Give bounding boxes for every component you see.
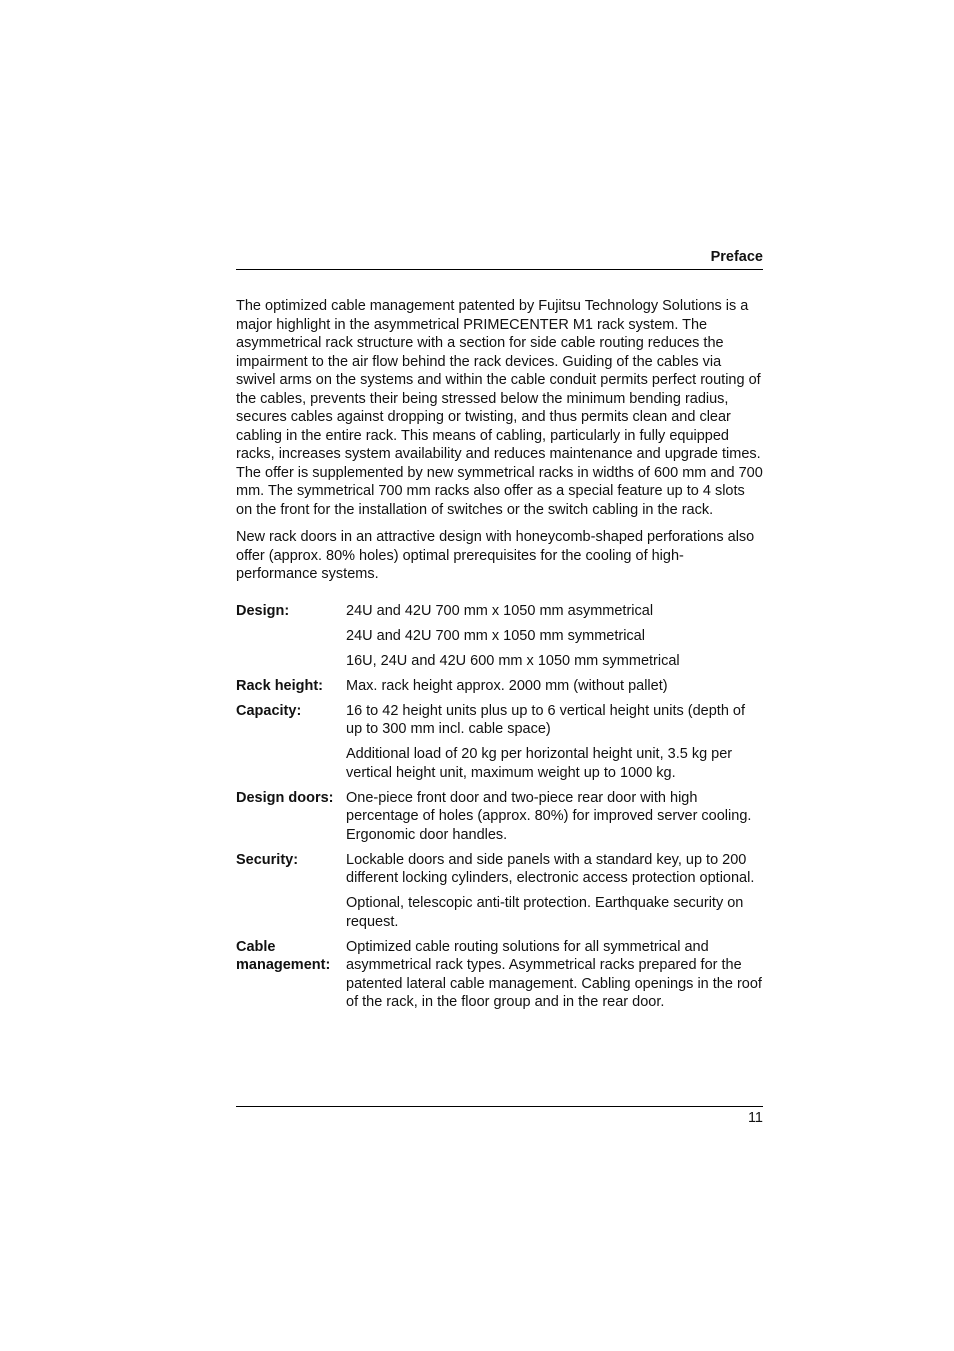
spec-label: Design: bbox=[236, 602, 290, 619]
spec-values bbox=[346, 677, 763, 696]
spec-values bbox=[346, 602, 763, 671]
spec-label: Rack height: bbox=[236, 677, 324, 694]
spec-values bbox=[346, 851, 763, 932]
footer-rule bbox=[236, 1106, 763, 1107]
spec-row-rack-height bbox=[236, 677, 763, 696]
running-header: Preface bbox=[710, 249, 763, 265]
spec-value: Optional, telescopic anti-tilt protection. Earthquake security on request. bbox=[346, 895, 744, 930]
spec-value: Additional load of 20 kg per horizontal height unit, 3.5 kg per vertical height unit, maximum weight up to 1000 kg. bbox=[346, 746, 733, 781]
spec-value: Lockable doors and side panels with a standard key, up to 200 different locking cylinders, electronic access protection optional. bbox=[346, 851, 755, 886]
spec-value: Max. rack height approx. 2000 mm (without pallet) bbox=[346, 677, 668, 694]
spec-label: Cable management: bbox=[236, 938, 331, 973]
header-rule bbox=[236, 269, 763, 270]
spec-row-design bbox=[236, 602, 763, 671]
body-paragraph: The optimized cable management patented by Fujitsu Technology Solutions is a major highlight in the asymmetrical PRIMECENTER M1 rack system. The asymmetrical rack structure with a section for side cable routing reduces the impairment to the air flow behind the rack devices. Guiding of the cables via swivel arms on the systems and within the cable conduit permits perfect routing of the cables, prevents their being stressed below the minimum bending radius, secures cables against dropping or twisting, and thus permits clean and clear cabling in the entire rack. This means of cabling, particularly in fully equipped racks, increases system availability and reduces maintenance and upgrade times. The offer is supplemented by new symmetrical racks in widths of 600 mm and 700 mm. The symmetrical 700 mm racks also offer as a special feature up to 4 slots on the front for the installation of switches or the switch cabling in the rack. bbox=[236, 298, 763, 518]
spec-label: Capacity: bbox=[236, 702, 302, 719]
spec-label: Security: bbox=[236, 851, 299, 868]
spec-value: 16 to 42 height units plus up to 6 vertical height units (depth of up to 300 mm incl. cable space) bbox=[346, 702, 746, 737]
spec-row-capacity bbox=[236, 702, 763, 783]
spec-value: 24U and 42U 700 mm x 1050 mm asymmetrical bbox=[346, 602, 654, 619]
spec-value: 16U, 24U and 42U 600 mm x 1050 mm symmetrical bbox=[346, 652, 680, 669]
spec-value: One-piece front door and two-piece rear door with high percentage of holes (approx. 80%) for improved server cooling. Ergonomic door handles. bbox=[346, 789, 752, 843]
page-number: 11 bbox=[747, 1110, 763, 1126]
spec-values bbox=[346, 938, 763, 1012]
spec-values bbox=[346, 789, 763, 845]
spec-table bbox=[236, 602, 763, 1012]
spec-label: Design doors: bbox=[236, 789, 334, 806]
spec-value: 24U and 42U 700 mm x 1050 mm symmetrical bbox=[346, 627, 645, 644]
spec-row-cable-management bbox=[236, 938, 763, 1012]
spec-value: Optimized cable routing solutions for all symmetrical and asymmetrical rack types. Asymmetrical racks prepared for the patented lateral cable management. Cabling openings in the roof of the rack, in the floor group and in the rear door. bbox=[346, 938, 762, 1010]
spec-row-design-doors bbox=[236, 789, 763, 845]
spec-values bbox=[346, 702, 763, 783]
spec-row-security bbox=[236, 851, 763, 932]
body-paragraph: New rack doors in an attractive design with honeycomb-shaped perforations also offer (approx. 80% holes) optimal prerequisites for the cooling of high-performance systems. bbox=[236, 529, 755, 582]
page-body bbox=[236, 297, 763, 1018]
